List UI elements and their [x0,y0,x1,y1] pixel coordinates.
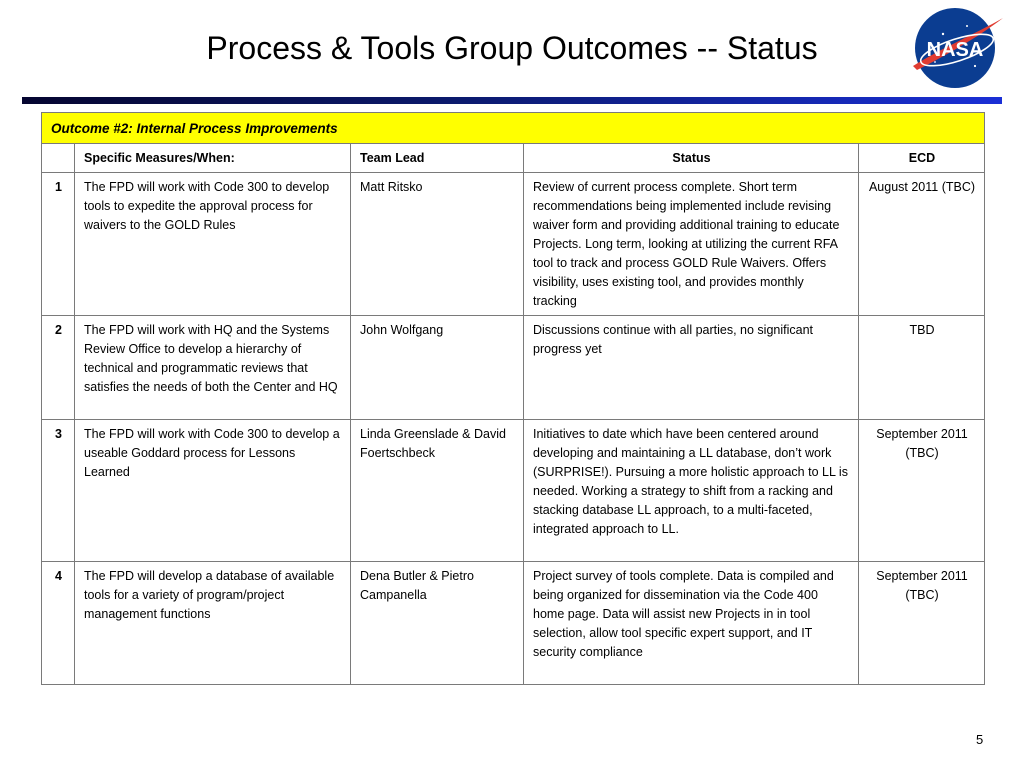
outcome-title: Outcome #2: Internal Process Improvements [42,113,985,144]
lead-cell: John Wolfgang [351,316,524,420]
header-row [42,144,985,173]
nasa-logo [905,4,1005,92]
status-cell: Project survey of tools complete. Data is compiled and being organized for dissemination via the Code 400 home page. Data will assist new Projects in in tool selection, allow tool specific expert support, and IT security compliance [524,562,859,685]
lead-cell: Dena Butler & Pietro Campanella [351,562,524,685]
status-cell: Review of current process complete. Short term recommendations being implemented include revising waiver form and providing additional training to educate Projects. Long term, looking at utilizing the current RFA tool to track and process GOLD Rule Waivers. Offers visibility, uses existing tool, and provides monthly tracking [524,173,859,316]
lead-cell: Linda Greenslade & David Foertschbeck [351,420,524,562]
header-num [42,144,75,173]
header-measures: Specific Measures/When: [75,144,351,173]
row-number: 1 [42,173,75,316]
header-divider [22,97,1002,104]
measure-cell: The FPD will work with Code 300 to develop a useable Goddard process for Lessons Learned [75,420,351,562]
row-number: 3 [42,420,75,562]
ecd-cell: August 2011 (TBC) [859,173,985,316]
ecd-cell: September 2011 (TBC) [859,562,985,685]
lead-cell: Matt Ritsko [351,173,524,316]
measure-cell: The FPD will work with Code 300 to develop tools to expedite the approval process for waivers to the GOLD Rules [75,173,351,316]
svg-text:NASA: NASA [926,39,984,61]
row-number: 2 [42,316,75,420]
header-ecd: ECD [859,144,985,173]
status-cell: Initiatives to date which have been centered around developing and maintaining a LL database, don’t work (SURPRISE!). Pursuing a more holistic approach to LL is needed. Working a strategy to shift from a racking and stacking database LL approach, to a multi-faceted, integrated approach to LL. [524,420,859,562]
table-row [42,173,985,316]
outcome-row [42,113,985,144]
outcome-status-table [41,112,985,685]
ecd-cell: September 2011 (TBC) [859,420,985,562]
measure-cell: The FPD will develop a database of available tools for a variety of program/project management functions [75,562,351,685]
header-team-lead: Team Lead [351,144,524,173]
table-row [42,562,985,685]
measure-cell: The FPD will work with HQ and the Systems Review Office to develop a hierarchy of technical and programmatic reviews that satisfies the needs of both the Center and HQ [75,316,351,420]
table-row [42,316,985,420]
row-number: 4 [42,562,75,685]
page-number: 5 [976,732,984,747]
table-row [42,420,985,562]
ecd-cell: TBD [859,316,985,420]
slide-title: Process & Tools Group Outcomes -- Status [206,30,818,66]
header-status: Status [524,144,859,173]
status-cell: Discussions continue with all parties, no significant progress yet [524,316,859,420]
